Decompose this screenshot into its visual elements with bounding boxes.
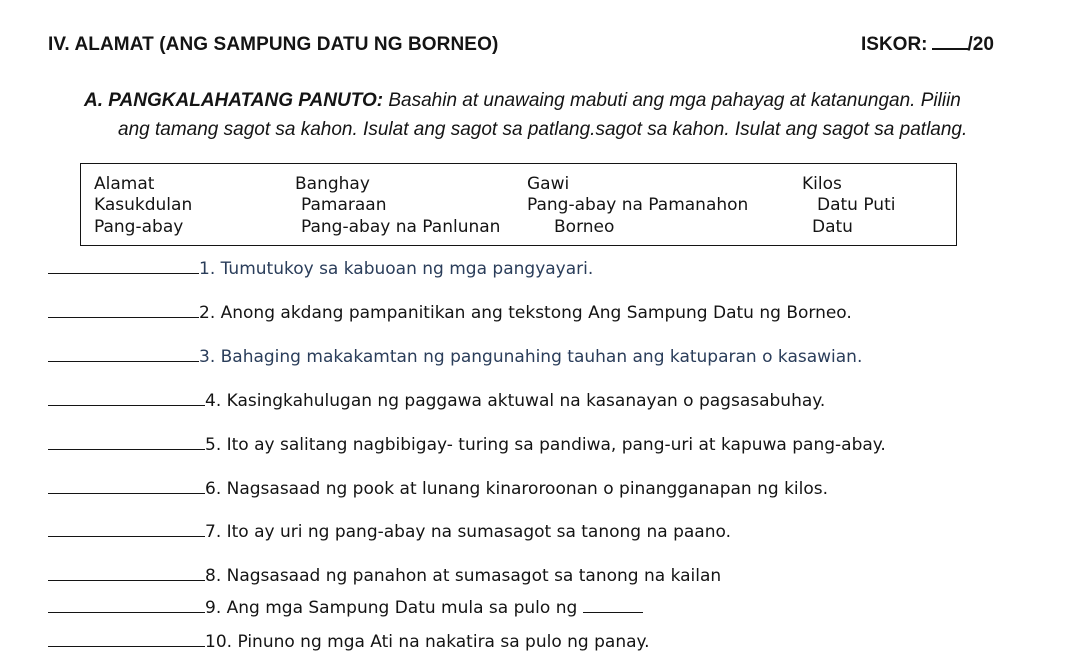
question-row <box>48 631 650 655</box>
question-row <box>48 302 852 326</box>
instructions <box>84 86 1054 144</box>
instruction-line-2: ang tamang sagot sa kahon. Isulat ang sagot sa patlang.sagot sa kahon. Isulat ang sagot sa patlang. <box>118 119 968 140</box>
question-text: 5. Ito ay salitang nagbibigay- turing sa pandiwa, pang-uri at kapuwa pang-abay. <box>205 435 886 455</box>
word-bank-item: Kilos <box>802 174 842 194</box>
answer-line[interactable] <box>48 434 205 450</box>
question-text: 3. Bahaging makakamtan ng pangunahing tauhan ang katuparan o kasawian. <box>199 347 863 367</box>
question-text: 8. Nagsasaad ng panahon at sumasagot sa tanong na kailan <box>205 566 722 586</box>
word-bank-item: Pamaraan <box>301 195 387 215</box>
score-label <box>861 34 994 56</box>
question-text: 6. Nagsasaad ng pook at lunang kinaroroonan o pinangganapan ng kilos. <box>205 479 829 499</box>
word-bank-item: Gawi <box>527 174 570 194</box>
word-bank-item: Alamat <box>94 174 155 194</box>
answer-line[interactable] <box>48 565 205 581</box>
word-bank-item: Datu Puti <box>817 195 896 215</box>
section-title: IV. ALAMAT (ANG SAMPUNG DATU NG BORNEO) <box>48 34 499 55</box>
answer-line[interactable] <box>48 346 199 362</box>
word-bank-item: Banghay <box>295 174 370 194</box>
inline-answer-blank[interactable] <box>583 598 643 613</box>
answer-line[interactable] <box>48 597 205 613</box>
score-text: ISKOR: <box>861 34 928 55</box>
question-row <box>48 346 862 370</box>
word-bank-item: Pang-abay <box>94 217 184 237</box>
word-bank-item: Kasukdulan <box>94 195 193 215</box>
word-bank-item: Datu <box>812 217 853 237</box>
answer-line[interactable] <box>48 521 205 537</box>
question-row <box>48 434 886 458</box>
answer-line[interactable] <box>48 631 205 647</box>
word-bank-item: Pang-abay na Panlunan <box>301 217 501 237</box>
answer-line[interactable] <box>48 390 205 406</box>
score-blank[interactable] <box>932 34 968 50</box>
question-text: 7. Ito ay uri ng pang-abay na sumasagot sa tanong na paano. <box>205 522 731 542</box>
question-text: 10. Pinuno ng mga Ati na nakatira sa pulo ng panay. <box>205 632 650 652</box>
answer-line[interactable] <box>48 258 199 274</box>
question-text: 2. Anong akdang pampanitikan ang tekstong Ang Sampung Datu ng Borneo. <box>199 303 852 323</box>
question-row <box>48 521 731 545</box>
word-bank-item: Pang-abay na Pamanahon <box>527 195 749 215</box>
question-text: 9. Ang mga Sampung Datu mula sa pulo ng <box>205 598 578 618</box>
question-row <box>48 390 825 414</box>
instruction-letter: A. <box>84 90 103 111</box>
answer-line[interactable] <box>48 302 199 318</box>
word-bank-box <box>80 163 957 246</box>
answer-line[interactable] <box>48 478 205 494</box>
score-total: /20 <box>967 34 994 55</box>
question-text: 4. Kasingkahulugan ng paggawa aktuwal na kasanayan o pagsasabuhay. <box>205 391 826 411</box>
question-row <box>48 597 643 621</box>
word-bank-item: Borneo <box>554 217 615 237</box>
question-row <box>48 565 721 589</box>
instruction-heading: PANGKALAHATANG PANUTO: <box>108 90 384 111</box>
instruction-line-1: Basahin at unawaing mabuti ang mga pahayag at katanungan. Piliin <box>388 90 961 111</box>
question-text: 1. Tumutukoy sa kabuoan ng mga pangyayari. <box>199 259 594 279</box>
question-row <box>48 258 593 282</box>
question-row <box>48 478 828 502</box>
